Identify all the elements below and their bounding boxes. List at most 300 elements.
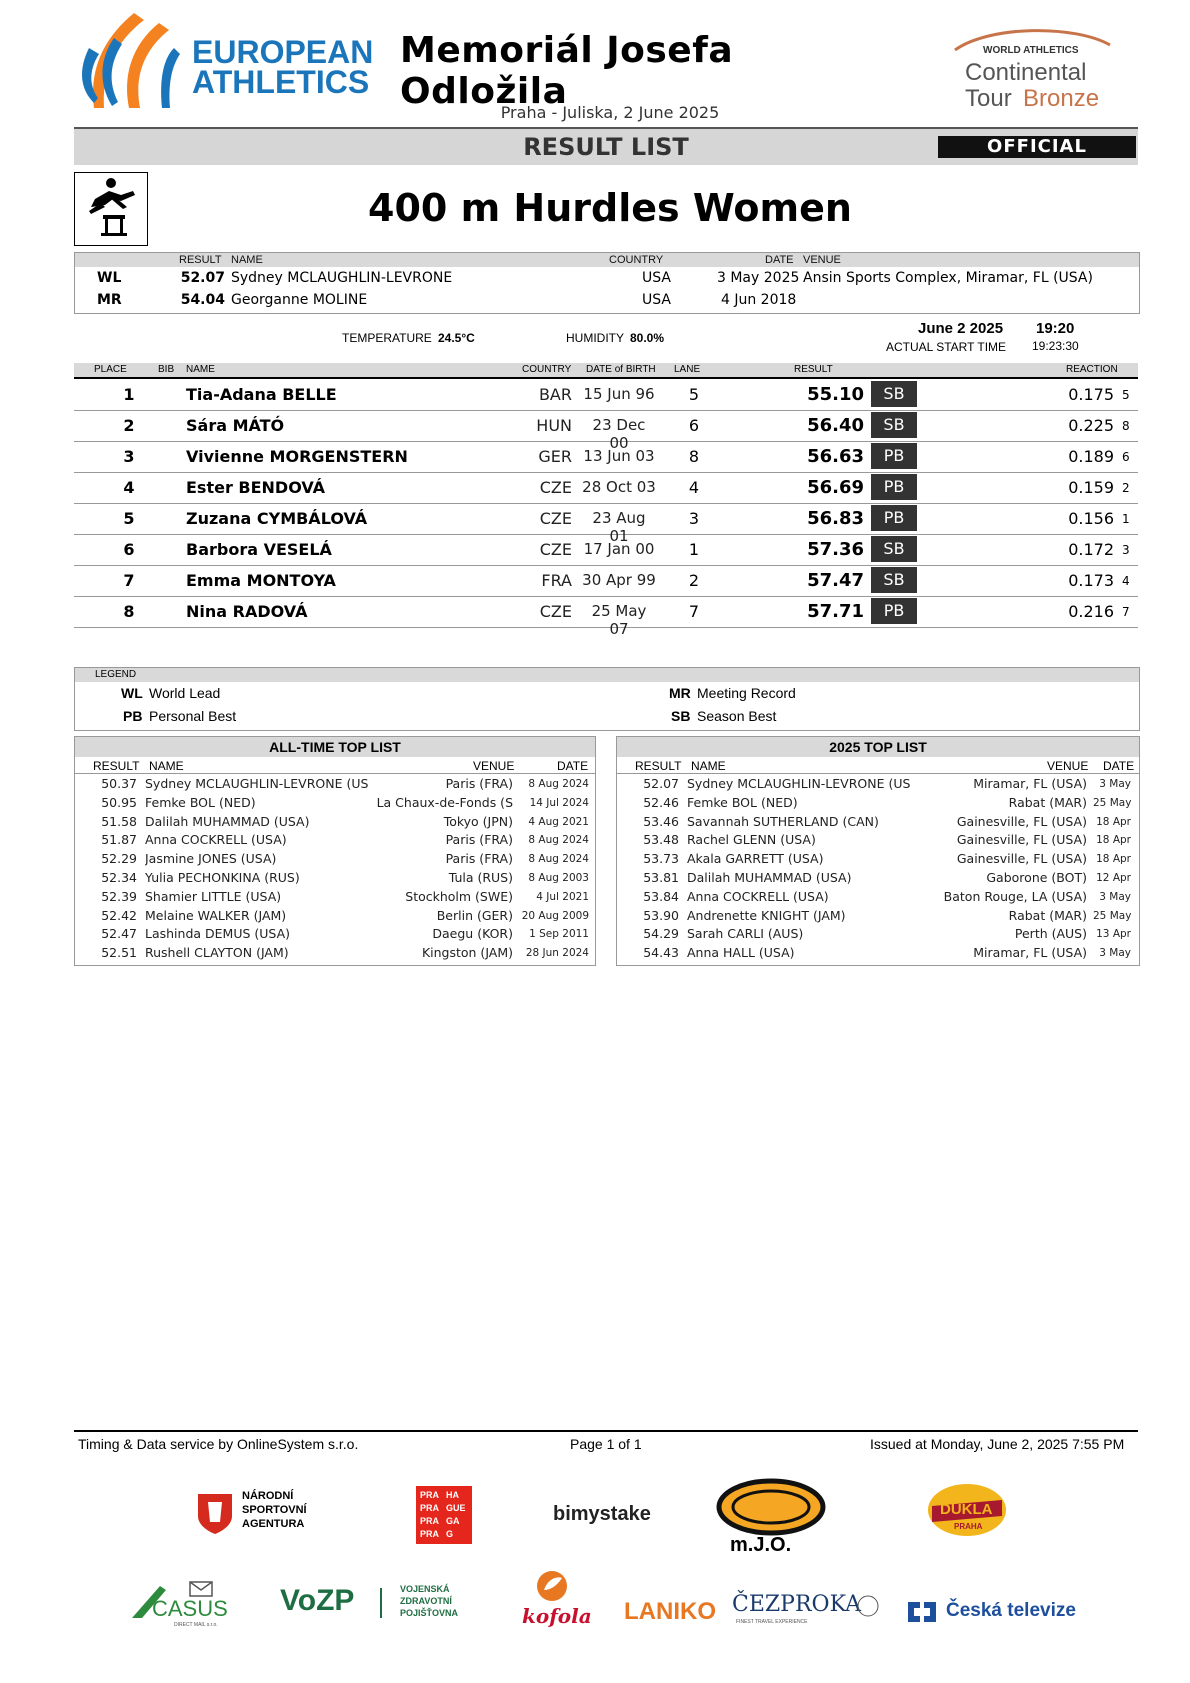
top-name: Sydney MCLAUGHLIN-LEVRONE (US	[145, 776, 369, 791]
lane: 8	[688, 447, 700, 466]
top-name: Sarah CARLI (AUS)	[687, 926, 804, 942]
top-date: 14 Jul 2024	[529, 796, 589, 809]
reaction-time: 0.175	[1068, 385, 1114, 404]
legend-title: LEGEND	[75, 668, 1139, 682]
season-top-list	[616, 736, 1140, 966]
reaction-time: 0.225	[1068, 416, 1114, 435]
sponsor-vozp	[280, 1584, 480, 1628]
top-name: Anna HALL (USA)	[687, 945, 795, 961]
top-venue: Miramar, FL (USA)	[973, 776, 1087, 791]
date-of-birth: 15 Jun 96	[583, 385, 655, 403]
vozp-line2: ZDRAVOTNÍ	[400, 1596, 452, 1606]
season-row	[617, 794, 1139, 813]
result-badge: PB	[871, 505, 917, 531]
record-result: 52.07	[180, 270, 225, 286]
top-venue: Miramar, FL (USA)	[973, 945, 1087, 961]
top-result: 52.07	[643, 776, 679, 791]
record-name: Georganne MOLINE	[231, 292, 368, 308]
place: 8	[123, 602, 135, 621]
european-athletics-logo	[74, 8, 374, 113]
records-header-country: COUNTRY	[609, 254, 664, 266]
top-name: Rushell CLAYTON (JAM)	[145, 945, 289, 961]
header-bib: BIB	[158, 364, 175, 375]
all-time-header	[75, 759, 595, 774]
top-result: 53.81	[643, 870, 679, 885]
place: 5	[123, 509, 135, 528]
season-header-date: DATE	[1103, 759, 1135, 773]
alltime-row	[75, 794, 595, 813]
top-venue: Berlin (GER)	[436, 907, 513, 923]
results-header	[74, 363, 1138, 379]
header-reaction: REACTION	[1066, 364, 1118, 375]
records-header-name: NAME	[231, 254, 263, 266]
records-header	[75, 253, 1139, 267]
top-result: 50.95	[101, 794, 137, 810]
alltime-row	[75, 925, 595, 944]
top-date: 3 May	[1099, 778, 1131, 790]
result-row	[74, 596, 1138, 638]
top-result: 53.84	[643, 888, 679, 904]
result-row	[74, 565, 1138, 597]
record-country: USA	[642, 270, 671, 286]
legend-label-pb: Personal Best	[149, 708, 237, 724]
top-result: 53.73	[643, 851, 679, 867]
continental-tour-logo	[945, 25, 1120, 120]
result-list-label: RESULT LIST	[523, 133, 689, 161]
running-track-icon	[716, 1478, 826, 1536]
country: CZE	[539, 509, 572, 528]
top-venue: Tokyo (JPN)	[443, 813, 513, 829]
ct-logo-icon	[904, 1598, 940, 1626]
actual-start-time: 19:23:30	[1032, 339, 1079, 353]
top-venue: Kingston (JAM)	[421, 945, 513, 961]
top-name: Melaine WALKER (JAM)	[145, 907, 287, 923]
top-name: Savannah SUTHERLAND (CAN)	[687, 813, 879, 829]
date-of-birth: 28 Oct 03	[582, 478, 656, 496]
top-date: 8 Aug 2024	[528, 778, 589, 790]
casus-sub: DIRECT MAIL s.r.o.	[174, 1622, 218, 1628]
date-of-birth: 30 Apr 99	[582, 571, 656, 589]
top-venue: Stockholm (SWE)	[405, 888, 513, 904]
top-venue: Rabat (MAR)	[1008, 794, 1087, 810]
lane: 4	[688, 478, 700, 497]
sponsor-ceska-televize	[904, 1598, 1104, 1628]
athlete-name: Emma MONTOYA	[186, 571, 336, 590]
kofola-text: kofola	[522, 1604, 592, 1628]
cezproka-sub: FINEST TRAVEL EXPERIENCE	[736, 1619, 808, 1625]
top-date: 20 Aug 2009	[521, 909, 589, 922]
reaction-time: 0.189	[1068, 447, 1114, 466]
sponsor-bimystake: bimystake	[553, 1503, 651, 1525]
header-dob: DATE of BIRTH	[586, 364, 656, 375]
czech-lion-shield-icon	[196, 1492, 234, 1536]
alltime-row	[75, 850, 595, 869]
top-result: 51.58	[101, 813, 137, 829]
result-row	[74, 441, 1138, 473]
sponsor-dukla	[926, 1482, 1008, 1542]
place: 4	[123, 478, 135, 497]
top-date: 18 Apr	[1096, 815, 1131, 828]
result-row	[74, 379, 1138, 411]
season-header-venue: VENUE	[1047, 759, 1089, 773]
sponsor-casus	[130, 1580, 228, 1630]
season-header	[617, 759, 1139, 774]
footer-rule	[74, 1430, 1138, 1432]
season-row	[617, 907, 1139, 926]
result-row	[74, 503, 1138, 545]
top-result: 52.46	[643, 794, 679, 810]
alltime-row	[75, 831, 595, 850]
sponsor-cezproka	[732, 1592, 882, 1628]
reaction-time: 0.173	[1068, 571, 1114, 590]
athlete-name: Barbora VESELÁ	[186, 540, 332, 559]
athlete-name: Sára MÁTÓ	[186, 416, 285, 435]
legend-label-wl: World Lead	[149, 685, 221, 701]
alltime-row	[75, 944, 595, 963]
result-badge: PB	[871, 598, 917, 624]
top-name: Yulia PECHONKINA (RUS)	[145, 870, 300, 885]
reaction-lane: 3	[1122, 543, 1130, 557]
top-venue: Paris (FRA)	[445, 851, 513, 867]
all-time-header-date: DATE	[557, 759, 589, 773]
season-row	[617, 850, 1139, 869]
date-of-birth: 23 Aug 01	[592, 509, 646, 545]
top-venue: Tula (RUS)	[448, 870, 513, 885]
record-date: 4 Jun 2018	[721, 292, 797, 308]
athlete-name: Nina RADOVÁ	[186, 602, 308, 621]
athlete-name: Vivienne MORGENSTERN	[186, 447, 408, 466]
dukla-sub: PRAHA	[954, 1522, 983, 1531]
record-date: 3 May 2025	[717, 270, 800, 286]
result-time: 57.47	[807, 570, 864, 591]
top-date: 3 May	[1099, 890, 1131, 903]
org-name-line1: EUROPEAN	[192, 34, 374, 70]
praha-text: PRA	[420, 1516, 440, 1526]
top-name: Jasmine JONES (USA)	[145, 851, 277, 867]
season-row	[617, 775, 1139, 794]
legend-box	[74, 667, 1140, 731]
top-result: 52.42	[101, 907, 137, 923]
alltime-row	[75, 907, 595, 926]
european-athletics-swoosh-icon	[74, 8, 184, 113]
header-name: NAME	[186, 364, 215, 375]
top-venue: Paris (FRA)	[445, 832, 513, 848]
actual-start-label: ACTUAL START TIME	[886, 340, 1007, 354]
top-venue: Gainesville, FL (USA)	[956, 832, 1087, 848]
record-row-wl	[75, 268, 1139, 290]
praha-text: PRA	[420, 1529, 440, 1539]
date-of-birth: 25 May 07	[591, 602, 647, 638]
season-row	[617, 925, 1139, 944]
top-venue: Gainesville, FL (USA)	[956, 813, 1087, 829]
result-badge: SB	[871, 567, 917, 593]
record-row-mr	[75, 290, 1139, 312]
top-venue: Paris (FRA)	[445, 776, 513, 791]
top-result: 53.46	[643, 813, 679, 829]
top-result: 52.51	[101, 945, 137, 961]
top-venue: Daegu (KOR)	[432, 926, 513, 942]
top-result: 54.43	[643, 945, 679, 961]
event-time: 19:20	[1036, 320, 1075, 337]
nsa-line3: AGENTURA	[242, 1518, 305, 1530]
legend-label-sb: Season Best	[697, 708, 777, 724]
sponsor-laniko: LANIKO	[624, 1598, 716, 1625]
top-result: 54.29	[643, 926, 679, 942]
org-name-line2: ATHLETICS	[192, 64, 370, 100]
records-header-date: DATE	[765, 254, 794, 266]
kofola-leaf-icon	[534, 1570, 570, 1602]
top-date: 28 Jun 2024	[525, 947, 589, 960]
header-country: COUNTRY	[522, 364, 572, 375]
top-name: Rachel GLENN (USA)	[687, 832, 816, 848]
reaction-time: 0.159	[1068, 478, 1114, 497]
top-date: 13 Apr	[1096, 928, 1131, 941]
result-time: 57.36	[807, 539, 864, 560]
result-time: 55.10	[807, 384, 864, 405]
footer-page: Page 1 of 1	[570, 1436, 642, 1452]
top-date: 12 Apr	[1096, 872, 1131, 884]
season-row	[617, 813, 1139, 832]
meeting-venue-date: Praha - Juliska, 2 June 2025	[500, 103, 720, 122]
country: HUN	[536, 416, 572, 435]
top-result: 52.29	[101, 851, 137, 867]
top-venue: Gaborone (BOT)	[986, 870, 1087, 885]
top-result: 52.47	[101, 926, 137, 942]
reaction-time: 0.172	[1068, 540, 1114, 559]
sponsor-nsa	[196, 1490, 336, 1540]
reaction-lane: 2	[1122, 481, 1130, 495]
top-name: Sydney MCLAUGHLIN-LEVRONE (US	[687, 776, 911, 791]
place: 6	[123, 540, 135, 559]
top-result: 50.37	[101, 776, 137, 791]
alltime-row	[75, 813, 595, 832]
record-result: 54.04	[180, 292, 225, 308]
lane: 6	[688, 416, 700, 435]
legend-code-wl: WL	[121, 685, 143, 701]
top-result: 52.39	[101, 888, 137, 904]
humidity-label: HUMIDITY	[566, 331, 624, 345]
lane: 5	[688, 385, 700, 404]
casus-text: CASUS	[152, 1596, 228, 1621]
footer-issued: Issued at Monday, June 2, 2025 7:55 PM	[870, 1436, 1125, 1452]
all-time-header-venue: VENUE	[473, 759, 515, 773]
top-date: 4 Aug 2021	[528, 815, 589, 828]
top-date: 1 Sep 2011	[529, 928, 589, 941]
nsa-line2: SPORTOVNÍ	[242, 1504, 307, 1516]
temperature-label: TEMPERATURE	[342, 331, 432, 345]
records-header-result: RESULT	[179, 254, 222, 266]
top-date: 25 May	[1093, 796, 1131, 809]
mjo-text: m.J.O.	[730, 1534, 792, 1556]
country: BAR	[538, 385, 572, 404]
reaction-time: 0.216	[1068, 602, 1114, 621]
sponsor-mjo	[716, 1478, 826, 1558]
result-badge: SB	[871, 412, 917, 438]
result-row	[74, 410, 1138, 452]
top-venue: Gainesville, FL (USA)	[956, 851, 1087, 867]
records-header-venue: VENUE	[803, 254, 841, 266]
lane: 7	[688, 602, 700, 621]
top-result: 53.90	[643, 907, 679, 923]
top-name: Dalilah MUHAMMAD (USA)	[687, 870, 852, 885]
top-venue: Baton Rouge, LA (USA)	[943, 888, 1087, 904]
result-time: 56.40	[807, 415, 864, 436]
praha-text: GA	[446, 1516, 460, 1526]
athlete-name: Zuzana CYMBÁLOVÁ	[186, 509, 368, 528]
tour-line3-bronze: Bronze	[1023, 85, 1100, 112]
top-date: 25 May	[1093, 909, 1131, 922]
praha-text: HA	[446, 1490, 459, 1500]
result-badge: SB	[871, 381, 917, 407]
tour-line3-tour: Tour	[965, 85, 1012, 112]
records-box	[74, 252, 1140, 314]
season-row	[617, 831, 1139, 850]
country: FRA	[541, 571, 572, 590]
reaction-time: 0.156	[1068, 509, 1114, 528]
country: CZE	[539, 602, 572, 621]
top-name: Anna COCKRELL (USA)	[687, 888, 829, 904]
top-name: Akala GARRETT (USA)	[687, 851, 824, 867]
top-venue: La Chaux-de-Fonds (S	[376, 794, 513, 810]
top-date: 3 May	[1099, 947, 1131, 960]
vozp-text: VoZP	[280, 1584, 355, 1617]
place: 7	[123, 571, 135, 590]
season-row	[617, 869, 1139, 888]
result-badge: PB	[871, 474, 917, 500]
top-venue: Rabat (MAR)	[1008, 907, 1087, 923]
place: 2	[123, 416, 135, 435]
record-code: MR	[97, 292, 122, 308]
temperature-value: 24.5°C	[438, 331, 475, 345]
praha-text: PRA	[420, 1490, 440, 1500]
legend-code-sb: SB	[671, 708, 691, 724]
event-title: 400 m Hurdles Women	[368, 186, 852, 230]
hurdler-icon	[75, 173, 147, 245]
praha-text: G	[446, 1529, 454, 1539]
top-name: Anna COCKRELL (USA)	[145, 832, 287, 848]
top-name: Dalilah MUHAMMAD (USA)	[145, 813, 310, 829]
humidity-value: 80.0%	[630, 331, 665, 345]
reaction-lane: 8	[1122, 419, 1130, 433]
meeting-title: Memoriál Josefa Odložila	[400, 30, 734, 112]
reaction-lane: 5	[1122, 388, 1130, 402]
all-time-top-list	[74, 736, 596, 966]
athlete-name: Ester BENDOVÁ	[186, 478, 326, 497]
place: 1	[123, 385, 135, 404]
legend-label-mr: Meeting Record	[697, 685, 796, 701]
reaction-lane: 6	[1122, 450, 1130, 464]
record-name: Sydney MCLAUGHLIN-LEVRONE	[231, 270, 453, 286]
country: CZE	[539, 540, 572, 559]
ct-text: Česká televize	[946, 1600, 1076, 1621]
top-result: 53.48	[643, 832, 679, 848]
sponsor-kofola	[522, 1570, 592, 1638]
sponsor-praha	[416, 1486, 472, 1544]
result-row	[74, 534, 1138, 566]
footer-timing: Timing & Data service by OnlineSystem s.r.o.	[78, 1436, 359, 1452]
top-date: 8 Aug 2024	[528, 853, 589, 866]
top-result: 51.87	[101, 832, 137, 848]
top-name: Femke BOL (NED)	[687, 794, 798, 810]
top-name: Andrenette KNIGHT (JAM)	[687, 907, 846, 923]
legend-code-mr: MR	[669, 685, 691, 701]
season-title: 2025 TOP LIST	[617, 737, 1139, 757]
record-venue: Ansin Sports Complex, Miramar, FL (USA)	[803, 270, 1093, 286]
cezproka-seal-icon	[856, 1594, 880, 1618]
header-place: PLACE	[94, 364, 127, 375]
reaction-lane: 4	[1122, 574, 1130, 588]
result-row	[74, 472, 1138, 504]
top-date: 8 Aug 2024	[528, 834, 589, 847]
hurdles-pictogram	[74, 172, 148, 246]
lane: 2	[688, 571, 700, 590]
place: 3	[123, 447, 135, 466]
header-result: RESULT	[794, 364, 833, 375]
result-time: 56.83	[807, 508, 864, 529]
top-name: Shamier LITTLE (USA)	[145, 888, 282, 904]
top-date: 8 Aug 2003	[528, 872, 589, 884]
top-name: Femke BOL (NED)	[145, 794, 256, 810]
praha-text: PRA	[420, 1503, 440, 1513]
tour-line1: WORLD ATHLETICS	[983, 45, 1079, 56]
top-date: 18 Apr	[1096, 853, 1131, 866]
result-time: 56.69	[807, 477, 864, 498]
record-country: USA	[642, 292, 671, 308]
dukla-text: DUKLA	[940, 1501, 993, 1518]
praha-text: GUE	[446, 1503, 466, 1513]
vozp-line3: POJIŠŤOVNA	[400, 1608, 459, 1618]
date-of-birth: 17 Jan 00	[583, 540, 655, 558]
nsa-line1: NÁRODNÍ	[242, 1490, 294, 1502]
top-venue: Perth (AUS)	[1014, 926, 1087, 942]
vozp-divider	[380, 1588, 382, 1618]
result-time: 57.71	[807, 601, 864, 622]
cezproka-text: ČEZPROKA	[732, 1592, 862, 1617]
reaction-lane: 7	[1122, 605, 1130, 619]
legend-code-pb: PB	[123, 708, 143, 724]
season-header-result: RESULT	[635, 759, 682, 773]
athlete-name: Tia-Adana BELLE	[186, 385, 337, 404]
country: CZE	[539, 478, 572, 497]
reaction-lane: 1	[1122, 512, 1130, 526]
lane: 1	[688, 540, 700, 559]
country: GER	[538, 447, 572, 466]
all-time-header-name: NAME	[149, 759, 184, 773]
official-badge: OFFICIAL	[938, 136, 1136, 158]
lane: 3	[688, 509, 700, 528]
top-name: Lashinda DEMUS (USA)	[145, 926, 291, 942]
season-header-name: NAME	[691, 759, 726, 773]
all-time-title: ALL-TIME TOP LIST	[75, 737, 595, 757]
header-lane: LANE	[674, 364, 701, 375]
date-of-birth: 23 Dec 00	[592, 416, 646, 452]
event-date: June 2 2025	[918, 320, 1004, 337]
vozp-line1: VOJENSKÁ	[400, 1584, 450, 1594]
top-date: 18 Apr	[1096, 834, 1131, 847]
top-date: 4 Jul 2021	[536, 890, 589, 903]
season-row	[617, 944, 1139, 963]
alltime-row	[75, 888, 595, 907]
top-result: 52.34	[101, 870, 137, 885]
alltime-row	[75, 775, 595, 794]
all-time-header-result: RESULT	[93, 759, 140, 773]
result-time: 56.63	[807, 446, 864, 467]
season-row	[617, 888, 1139, 907]
result-badge: SB	[871, 536, 917, 562]
alltime-row	[75, 869, 595, 888]
result-badge: PB	[871, 443, 917, 469]
date-of-birth: 13 Jun 03	[583, 447, 655, 465]
